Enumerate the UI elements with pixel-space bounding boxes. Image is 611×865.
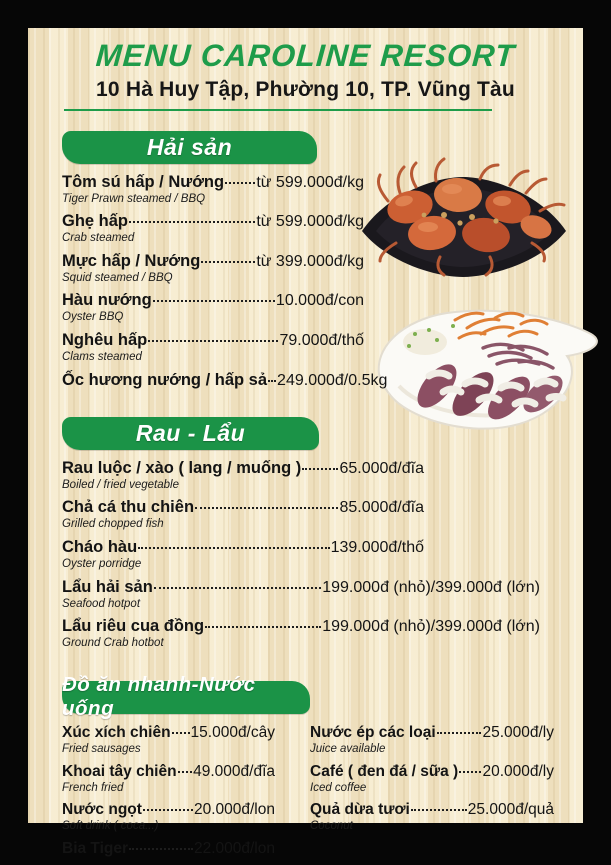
item-subtitle: Boiled / fried vegetable: [62, 478, 179, 491]
item-price: 25.000đ/quả: [467, 801, 554, 819]
item-name: Bia Tiger: [62, 839, 129, 857]
item-price: 249.000đ/0.5kg: [277, 371, 388, 389]
menu-item: [62, 498, 583, 531]
menu-item: [62, 331, 583, 364]
item-name: Nghêu hấp: [62, 331, 148, 350]
item-name: Ghẹ hấp: [62, 212, 129, 231]
dot-leader: [302, 468, 338, 470]
header-divider: [64, 109, 492, 111]
item-name: Nước ép các loại: [310, 723, 436, 741]
item-subtitle: Squid steamed / BBQ: [62, 271, 173, 284]
menu-item: [62, 763, 310, 795]
menu-header: [28, 28, 583, 111]
item-price: 15.000đ/cây: [190, 723, 275, 741]
item-subtitle: Ground Crab hotbot: [62, 637, 164, 650]
item-subtitle: Fried sausages: [62, 742, 141, 755]
item-subtitle: Seafood hotpot: [62, 597, 141, 610]
dot-leader: [201, 261, 255, 263]
item-subtitle: French fried: [62, 781, 124, 794]
item-price: 85.000đ/đĩa: [339, 499, 424, 517]
menu-item: [310, 763, 560, 795]
dot-leader: [268, 380, 276, 382]
menu-item: [310, 801, 560, 833]
item-name: Khoai tây chiên: [62, 762, 177, 780]
item-price: 10.000đ/con: [275, 292, 364, 310]
item-price: 22.000đ/lon: [193, 839, 275, 857]
item-name: Mực hấp / Nướng: [62, 251, 201, 270]
dot-leader: [225, 182, 255, 184]
dot-leader: [154, 587, 321, 589]
section-banner-hai-san: [62, 131, 317, 164]
item-price: 199.000đ (nhỏ)/399.000đ (lớn): [322, 578, 540, 596]
page-title: MENU CAROLINE RESORT: [94, 38, 517, 73]
item-price: từ 599.000đ/kg: [256, 213, 364, 231]
item-subtitle: Clams steamed: [62, 351, 142, 364]
menu-item: [62, 801, 310, 833]
dot-leader: [437, 732, 482, 734]
menu-item: [62, 371, 583, 390]
item-name: Nước ngọt: [62, 801, 142, 819]
item-subtitle: Grilled chopped fish: [62, 518, 164, 531]
dot-leader: [178, 771, 193, 773]
address-line: 10 Hà Huy Tập, Phường 10, TP. Vũng Tàu: [96, 77, 515, 101]
item-price: 49.000đ/đĩa: [193, 762, 275, 780]
dot-leader: [148, 340, 278, 342]
item-name: Tôm sú hấp / Nướng: [62, 172, 225, 191]
item-subtitle: Crab steamed: [62, 232, 135, 245]
item-subtitle: Oyster BBQ: [62, 311, 124, 324]
item-price: từ 399.000đ/kg: [256, 252, 364, 270]
menu-item: [62, 212, 583, 245]
dot-leader: [195, 507, 338, 509]
item-price: từ 599.000đ/kg: [256, 173, 364, 191]
section-title: Hải sản: [146, 133, 233, 160]
menu-item: [62, 840, 310, 858]
item-subtitle: Coconut: [310, 820, 353, 833]
item-name: Lẩu hải sản: [62, 577, 153, 596]
section-banner-rau-lau: [62, 417, 319, 450]
menu-item: [62, 578, 583, 611]
item-price: 79.000đ/thố: [279, 332, 364, 350]
item-subtitle: Juice available: [310, 742, 386, 755]
item-price: 65.000đ/đĩa: [339, 459, 424, 477]
menu-content: [28, 131, 583, 865]
item-name: Hàu nướng: [62, 291, 152, 310]
dot-leader: [205, 626, 321, 628]
item-price: 20.000đ/ly: [482, 762, 554, 780]
item-name: Cháo hàu: [62, 538, 138, 557]
section-list-do-an-nhanh: [62, 724, 583, 865]
dot-leader: [143, 809, 193, 811]
item-name: Ốc hương nướng / hấp sả: [62, 370, 268, 389]
item-name: Café ( đen đá / sữa ): [310, 762, 459, 780]
menu-item: [62, 173, 583, 206]
item-price: 199.000đ (nhỏ)/399.000đ (lớn): [322, 618, 540, 636]
menu-item: [62, 617, 583, 650]
item-name: Lẩu riêu cua đồng: [62, 617, 205, 636]
menu-paper: [28, 28, 583, 857]
section-banner-do-an-nhanh: [62, 673, 310, 721]
item-name: Chả cá thu chiên: [62, 498, 195, 517]
dot-leader: [172, 732, 190, 734]
item-name: Quả dừa tươi: [310, 801, 410, 819]
item-name: Rau luộc / xào ( lang / muống ): [62, 458, 302, 477]
dot-leader: [411, 809, 467, 811]
menu-item: [62, 291, 583, 324]
section-title: Rau - Lẩu: [135, 419, 246, 446]
menu-item: [62, 724, 310, 756]
section-list-hai-san: [62, 173, 583, 390]
menu-item: [62, 252, 583, 285]
dot-leader: [129, 221, 255, 223]
section-title: Đồ ăn nhanh-Nước uống: [62, 673, 256, 721]
dot-leader: [459, 771, 481, 773]
item-subtitle: Soft drink ( coca...): [62, 820, 159, 833]
item-name: Xúc xích chiên: [62, 723, 171, 741]
dot-leader: [153, 300, 275, 302]
menu-item: [62, 459, 583, 492]
menu-item: [62, 538, 583, 571]
section-list-rau-lau: [62, 459, 583, 650]
menu-item: [310, 724, 560, 756]
left-column: [62, 724, 310, 865]
item-price: 20.000đ/lon: [193, 801, 275, 819]
item-subtitle: Tiger Prawn steamed / BBQ: [62, 192, 206, 205]
item-price: 25.000đ/ly: [482, 723, 554, 741]
item-subtitle: Oyster porridge: [62, 558, 142, 571]
dot-leader: [138, 547, 329, 549]
dot-leader: [129, 848, 193, 850]
item-price: 139.000đ/thố: [330, 539, 424, 557]
item-subtitle: Iced coffee: [310, 781, 367, 794]
right-column: [310, 724, 560, 865]
